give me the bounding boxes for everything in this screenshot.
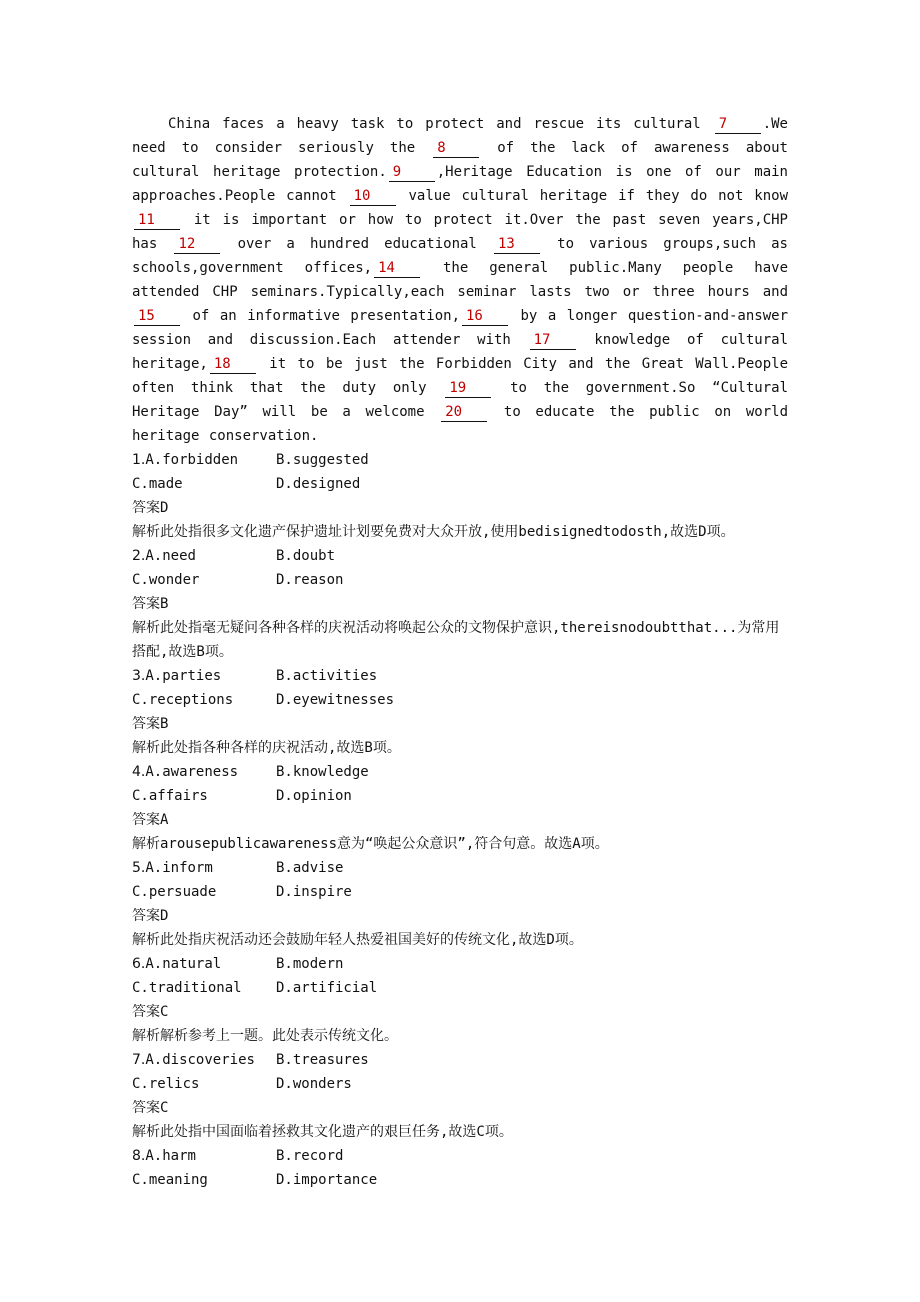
option-c: C.relics bbox=[132, 1076, 200, 1092]
option-cell bbox=[132, 952, 276, 976]
blank-11: 11 bbox=[134, 211, 180, 230]
option-c: C.persuade bbox=[132, 884, 217, 900]
option-d: D.importance bbox=[276, 1172, 378, 1188]
option-c: C.traditional bbox=[132, 980, 242, 996]
option-c: C.affairs bbox=[132, 788, 208, 804]
passage-text: of the lack of awareness about cultural heritage protection. bbox=[132, 140, 788, 180]
option-cell bbox=[132, 448, 276, 472]
option-row bbox=[132, 688, 788, 712]
question-6 bbox=[132, 952, 788, 1048]
option-cell bbox=[132, 544, 276, 568]
option-row bbox=[132, 784, 788, 808]
option-b: B.record bbox=[276, 1148, 344, 1164]
blank-17: 17 bbox=[530, 331, 576, 350]
question-8 bbox=[132, 1144, 788, 1192]
option-c: C.meaning bbox=[132, 1172, 208, 1188]
blank-18: 18 bbox=[210, 355, 256, 374]
option-a: A.inform bbox=[145, 860, 213, 876]
option-a: A.discoveries bbox=[145, 1052, 255, 1068]
explanation-text: 解析此处指各种各样的庆祝活动,故选B项。 bbox=[132, 740, 401, 756]
explanation-text: 解析此处指毫无疑问各种各样的庆祝活动将唤起公众的文物保护意识,thereisnodoubtthat...为常用搭配,故选B项。 bbox=[132, 620, 780, 660]
option-b: B.doubt bbox=[276, 548, 336, 564]
question-7 bbox=[132, 1048, 788, 1144]
blank-13: 13 bbox=[494, 235, 540, 254]
question-1 bbox=[132, 448, 788, 544]
explanation-text: 解析解析参考上一题。此处表示传统文化。 bbox=[132, 1028, 398, 1044]
passage-text: of an informative presentation, bbox=[182, 308, 460, 324]
explanation-text: 解析arousepublicawareness意为“唤起公众意识”,符合句意。故选A项。 bbox=[132, 836, 609, 852]
option-d: D.inspire bbox=[276, 884, 352, 900]
question-number: 6. bbox=[132, 956, 146, 972]
option-c: C.made bbox=[132, 476, 183, 492]
question-number: 4. bbox=[132, 764, 146, 780]
blank-16: 16 bbox=[462, 307, 508, 326]
option-cell bbox=[132, 856, 276, 880]
option-row bbox=[132, 952, 788, 976]
option-row bbox=[132, 472, 788, 496]
option-cell bbox=[132, 1048, 276, 1072]
option-row bbox=[132, 664, 788, 688]
option-row bbox=[132, 568, 788, 592]
passage-text: the general public.Many people have attended CHP seminars.Typically,each seminar lasts two or three hours and bbox=[132, 260, 788, 300]
answer-label: 答案A bbox=[132, 812, 169, 828]
blank-14: 14 bbox=[374, 259, 420, 278]
answer-label: 答案D bbox=[132, 500, 169, 516]
passage-text: China faces a heavy task to protect and rescue its cultural bbox=[168, 116, 713, 132]
option-b: B.suggested bbox=[276, 452, 369, 468]
option-row bbox=[132, 760, 788, 784]
answer-label: 答案C bbox=[132, 1004, 169, 1020]
option-d: D.wonders bbox=[276, 1076, 352, 1092]
option-a: A.harm bbox=[145, 1148, 196, 1164]
option-d: D.reason bbox=[276, 572, 344, 588]
option-row bbox=[132, 1048, 788, 1072]
option-a: A.need bbox=[145, 548, 196, 564]
option-a: A.forbidden bbox=[145, 452, 239, 468]
blank-10: 10 bbox=[350, 187, 396, 206]
option-a: A.awareness bbox=[145, 764, 239, 780]
option-a: A.natural bbox=[145, 956, 222, 972]
passage-text: it is important or how to protect it.Over the past seven years,CHP has bbox=[132, 212, 788, 252]
passage-text: value cultural heritage if they do not know bbox=[397, 188, 788, 204]
option-cell bbox=[132, 1144, 276, 1168]
answer-label: 答案B bbox=[132, 596, 169, 612]
option-b: B.knowledge bbox=[276, 764, 369, 780]
blank-20: 20 bbox=[441, 403, 487, 422]
passage-text: it to be just the Forbidden City and the Great Wall.People often think that the duty only bbox=[132, 356, 788, 396]
option-d: D.opinion bbox=[276, 788, 352, 804]
passage-text: by a longer question-and-answer session and discussion.Each attender with bbox=[132, 308, 788, 348]
option-row bbox=[132, 856, 788, 880]
passage-text: to various groups,such as schools,government offices, bbox=[132, 236, 788, 276]
question-number: 5. bbox=[132, 860, 146, 876]
question-number: 3. bbox=[132, 668, 146, 684]
option-d: D.designed bbox=[276, 476, 361, 492]
answer-label: 答案C bbox=[132, 1100, 169, 1116]
option-b: B.activities bbox=[276, 668, 378, 684]
blank-19: 19 bbox=[445, 379, 491, 398]
question-number: 7. bbox=[132, 1052, 146, 1068]
blank-8: 8 bbox=[433, 139, 479, 158]
option-a: A.parties bbox=[145, 668, 222, 684]
option-row bbox=[132, 1144, 788, 1168]
passage-text: ,Heritage Education is one of our main approaches.People cannot bbox=[132, 164, 788, 204]
answer-label: 答案D bbox=[132, 908, 169, 924]
passage-text: to educate the public on world heritage conservation. bbox=[132, 404, 789, 444]
option-row bbox=[132, 448, 788, 472]
question-3 bbox=[132, 664, 788, 760]
answer-label: 答案B bbox=[132, 716, 169, 732]
blank-9: 9 bbox=[389, 163, 435, 182]
option-row bbox=[132, 1168, 788, 1192]
passage-text: over a hundred educational bbox=[222, 236, 492, 252]
question-2 bbox=[132, 544, 788, 664]
option-row bbox=[132, 544, 788, 568]
option-row bbox=[132, 1072, 788, 1096]
question-number: 2. bbox=[132, 548, 146, 564]
explanation-text: 解析此处指庆祝活动还会鼓励年轻人热爱祖国美好的传统文化,故选D项。 bbox=[132, 932, 583, 948]
blank-15: 15 bbox=[134, 307, 180, 326]
option-b: B.advise bbox=[276, 860, 344, 876]
question-number: 8. bbox=[132, 1148, 146, 1164]
cloze-passage bbox=[132, 112, 788, 448]
blank-7: 7 bbox=[715, 115, 761, 134]
option-cell bbox=[132, 664, 276, 688]
passage-text: to the government.So “Cultural Heritage Day” will be a welcome bbox=[132, 380, 788, 420]
document-page bbox=[132, 112, 788, 1192]
option-row bbox=[132, 880, 788, 904]
explanation-text: 解析此处指中国面临着拯救其文化遗产的艰巨任务,故选C项。 bbox=[132, 1124, 513, 1140]
option-b: B.treasures bbox=[276, 1052, 369, 1068]
option-d: D.eyewitnesses bbox=[276, 692, 395, 708]
option-c: C.wonder bbox=[132, 572, 200, 588]
question-4 bbox=[132, 760, 788, 856]
explanation-text: 解析此处指很多文化遗产保护遗址计划要免费对大众开放,使用bedisignedtodosth,故选D项。 bbox=[132, 524, 735, 540]
option-b: B.modern bbox=[276, 956, 344, 972]
passage-text: .We need to consider seriously the bbox=[132, 116, 788, 156]
question-list bbox=[132, 448, 788, 1192]
option-cell bbox=[132, 760, 276, 784]
option-c: C.receptions bbox=[132, 692, 234, 708]
question-number: 1. bbox=[132, 452, 146, 468]
passage-text: knowledge of cultural heritage, bbox=[132, 332, 788, 372]
blank-12: 12 bbox=[174, 235, 220, 254]
option-d: D.artificial bbox=[276, 980, 378, 996]
question-5 bbox=[132, 856, 788, 952]
option-row bbox=[132, 976, 788, 1000]
